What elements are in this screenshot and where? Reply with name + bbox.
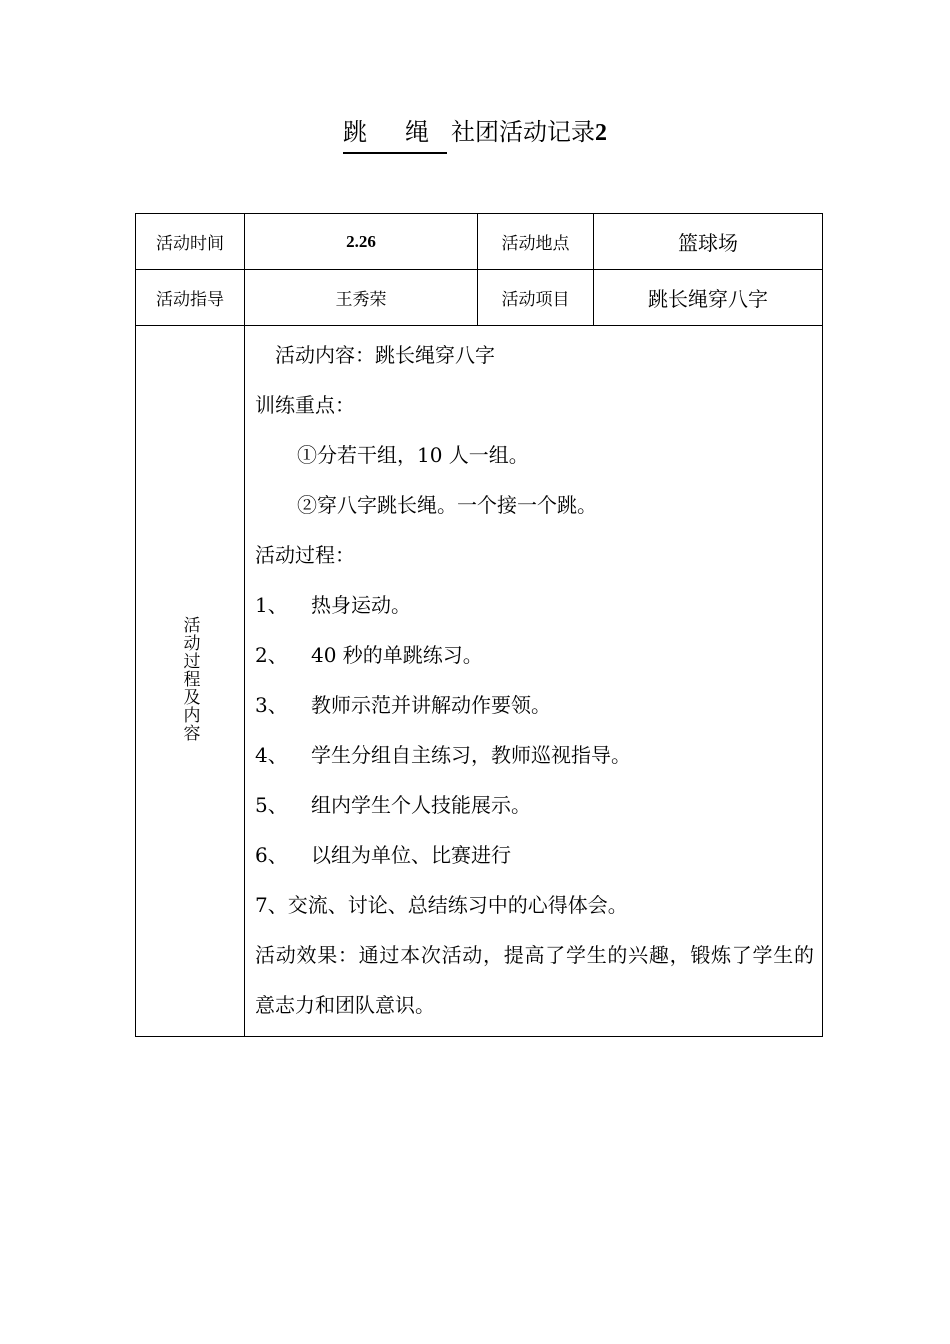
activity-effect: 活动效果：通过本次活动，提高了学生的兴趣，锻炼了学生的意志力和团队意识。 [255,943,814,1017]
item-label: 活动项目 [478,270,594,326]
table-row [136,326,823,1037]
process-label: 活动过程及内容 [179,616,200,742]
focus-point: ②穿八字跳长绳。一个接一个跳。 [297,493,597,517]
focus-point: ①分若干组，10 人一组。 [297,443,529,467]
list-item: 6、 以组为单位、比赛进行 [255,843,511,867]
process-label-cell [136,326,245,1037]
list-item: 1、 热身运动。 [255,593,411,617]
time-label: 活动时间 [136,214,245,270]
process-heading: 活动过程： [255,543,355,567]
club-name: 跳 绳 [343,114,447,154]
list-item: 3、 教师示范并讲解动作要领。 [255,693,551,717]
place-value: 篮球场 [594,214,823,270]
activity-content: 活动内容：跳长绳穿八字 [275,343,495,367]
list-item: 7、交流、讨论、总结练习中的心得体会。 [255,893,628,917]
list-item: 4、 学生分组自主练习，教师巡视指导。 [255,743,631,767]
guide-label: 活动指导 [136,270,245,326]
title-number: 2 [595,120,607,146]
place-label: 活动地点 [478,214,594,270]
focus-heading: 训练重点： [255,393,355,417]
list-item: 2、 40 秒的单跳练习。 [255,643,483,667]
list-item: 5、 组内学生个人技能展示。 [255,793,531,817]
table-row [136,214,823,270]
guide-value: 王秀荣 [245,270,478,326]
process-content [245,326,823,1037]
table-row [136,270,823,326]
time-value: 2.26 [245,214,478,270]
activity-record-table [135,213,823,1037]
item-value: 跳长绳穿八字 [594,270,823,326]
page-title [0,114,950,154]
title-suffix: 社团活动记录 [451,118,595,146]
